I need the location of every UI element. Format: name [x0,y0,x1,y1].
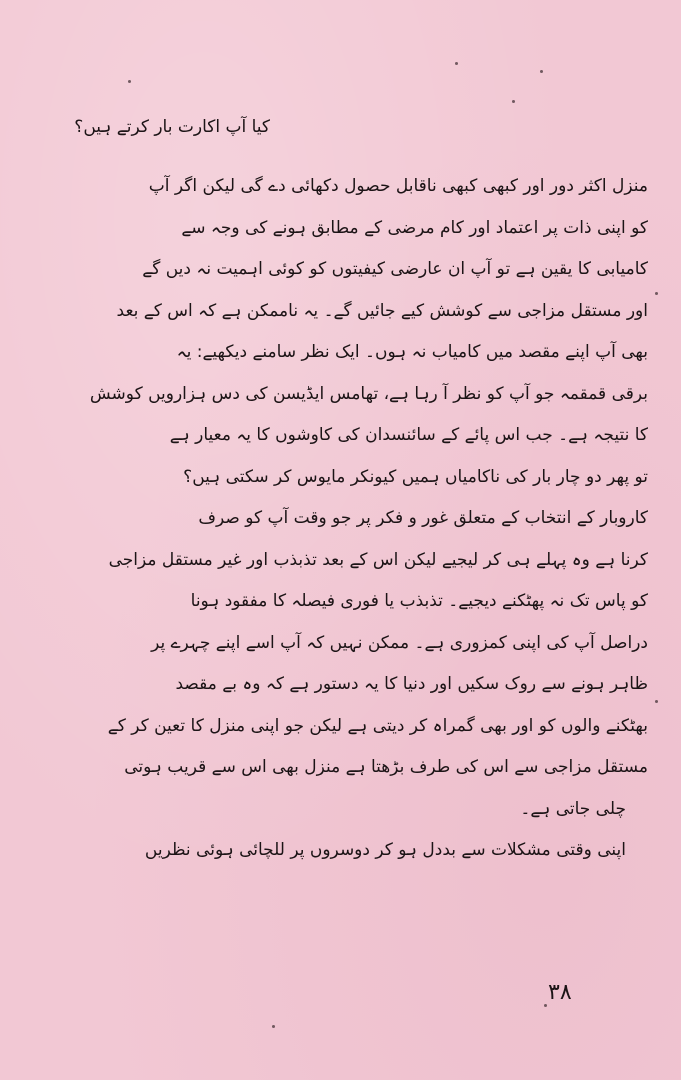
text-line: مستقل مزاجی سے اس کی طرف بڑھتا ہے منزل بھی اس سے قریب ہوتی [124,757,648,777]
text-line: کو پاس تک نہ پھٹکنے دیجیے۔ تذبذب یا فوری فیصلہ کا مفقود ہونا [190,591,648,611]
ink-speck [655,292,658,295]
ink-speck [272,1025,275,1028]
text-line: بھٹکنے والوں کو اور بھی گمراہ کر دیتی ہے لیکن جو اپنی منزل کا تعین کر کے [107,715,648,736]
text-line: کو اپنی ذات پر اعتماد اور کام مرضی کے مطابق ہونے کی وجہ سے [181,217,648,238]
text-line: اپنی وقتی مشکلات سے بددل ہو کر دوسروں پر للچائی ہوئی نظریں [144,840,626,860]
text-line: کا نتیجہ ہے۔ جب اس پائے کے سائنسدان کی کاوشوں کا یہ معیار ہے [169,425,648,445]
page-heading: کیا آپ اکارت بار کرتے ہیں؟ [74,117,270,137]
body-text [18,166,648,872]
page-number: ۳۸ [548,980,572,1005]
ink-speck [128,80,131,83]
text-line: کاروبار کے انتخاب کے متعلق غور و فکر پر جو وقت آپ کو صرف [198,508,648,528]
ink-speck [455,62,458,65]
text-line: چلی جاتی ہے۔ [520,798,626,819]
text-line: برقی قمقمہ جو آپ کو نظر آ رہا ہے، تھامس ایڈیسن کی دس ہزارویں کوشش [89,383,648,404]
text-line: ظاہر ہونے سے روک سکیں اور دنیا کا یہ دستور ہے کہ وہ بے مقصد [175,674,648,694]
text-line: بھی آپ اپنے مقصد میں کامیاب نہ ہوں۔ ایک نظر سامنے دیکھیے: یہ [176,342,648,362]
ink-speck [655,700,658,703]
text-line: کرنا ہے وہ پہلے ہی کر لیجیے لیکن اس کے بعد تذبذب اور غیر مستقل مزاجی [108,549,648,570]
ink-speck [512,100,515,103]
ink-speck [544,1004,547,1007]
text-line: دراصل آپ کی اپنی کمزوری ہے۔ ممکن نہیں کہ آپ اسے اپنے چہرے پر [151,632,648,653]
ink-speck [540,70,543,73]
text-line: منزل اکثر دور اور کبھی کبھی ناقابل حصول دکھائی دے گی لیکن اگر آپ [148,176,648,196]
text-line: تو پھر دو چار بار کی ناکامیاں ہمیں کیونکر مایوس کر سکتی ہیں؟ [183,466,648,487]
text-line: کامیابی کا یقین ہے تو آپ ان عارضی کیفیتوں کو کوئی اہمیت نہ دیں گے [142,259,648,279]
text-line: اور مستقل مزاجی سے کوشش کیے جائیں گے۔ یہ ناممکن ہے کہ اس کے بعد [116,300,648,321]
